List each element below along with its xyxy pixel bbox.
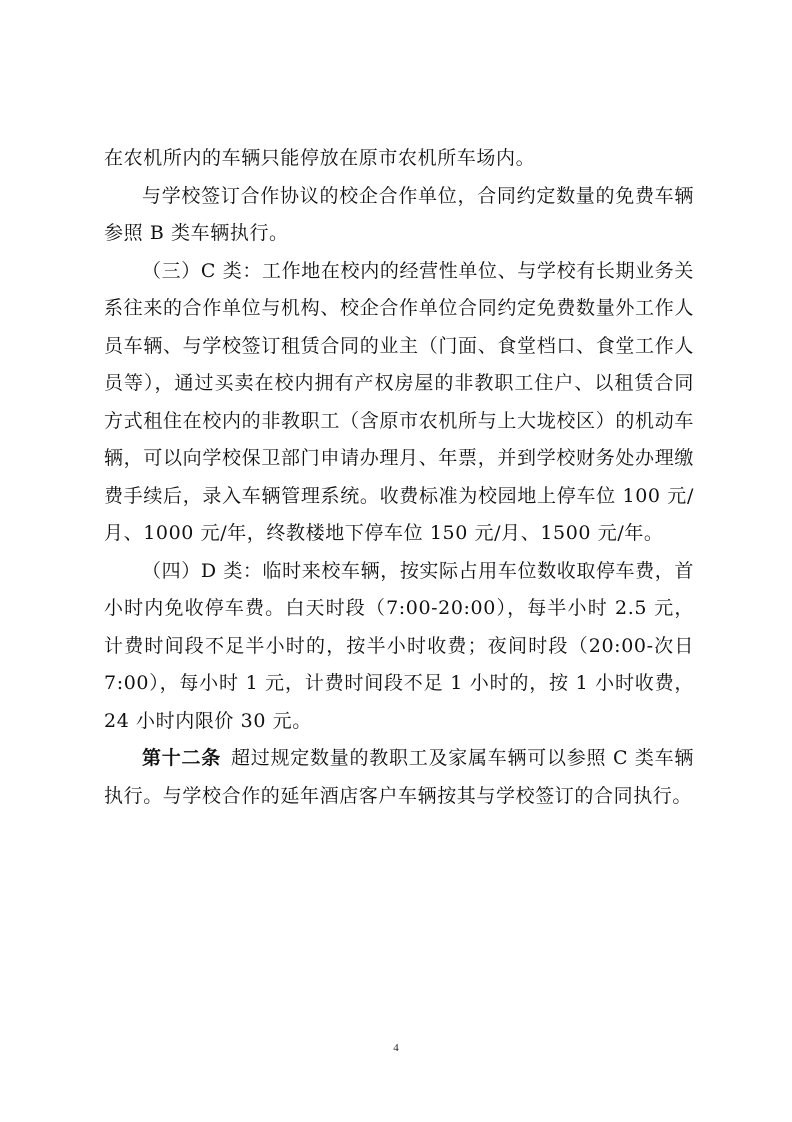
article-label: 第十二条 [142,747,221,769]
paragraph-school-enterprise: 与学校签订合作协议的校企合作单位，合同约定数量的免费车辆参照 B 类车辆执行。 [104,184,694,244]
document-body [104,140,694,815]
paragraph-class-d: （四）D 类：临时来校车辆，按实际占用车位数收取停车费，首小时内免收停车费。白天时段（7:00-20:00），每半小时 2.5 元，计费时间段不足半小时的，按半小时收费；夜间时段（20:00-次日 7:00），每小时 1 元，计费时间段不足 1 小时的，按 1 小时收费，24 小时内限价 30 元。 [104,559,694,732]
paragraph-continuation: 在农机所内的车辆只能停放在原市农机所车场内。 [104,147,536,169]
page-number: 4 [393,1042,399,1054]
paragraph-class-c: （三）C 类：工作地在校内的经营性单位、与学校有长期业务关系往来的合作单位与机构、校企合作单位合同约定免费数量外工作人员车辆、与学校签订租赁合同的业主（门面、食堂档口、食堂工作人员等），通过买卖在校内拥有产权房屋的非教职工住户、以租赁合同方式租住在校内的非教职工（含原市农机所与上大垅校区）的机动车辆，可以向学校保卫部门申请办理月、年票，并到学校财务处办理缴费手续后，录入车辆管理系统。收费标准为校园地上停车位 100 元/月、1000 元/年，终教楼地下停车位 150 元/月、1500 元/年。 [104,259,694,544]
paragraph-article-12 [104,740,694,815]
article-text: 超过规定数量的教职工及家属车辆可以参照 C 类车辆执行。与学校合作的延年酒店客户车辆按其与学校签订的合同执行。 [104,747,694,807]
